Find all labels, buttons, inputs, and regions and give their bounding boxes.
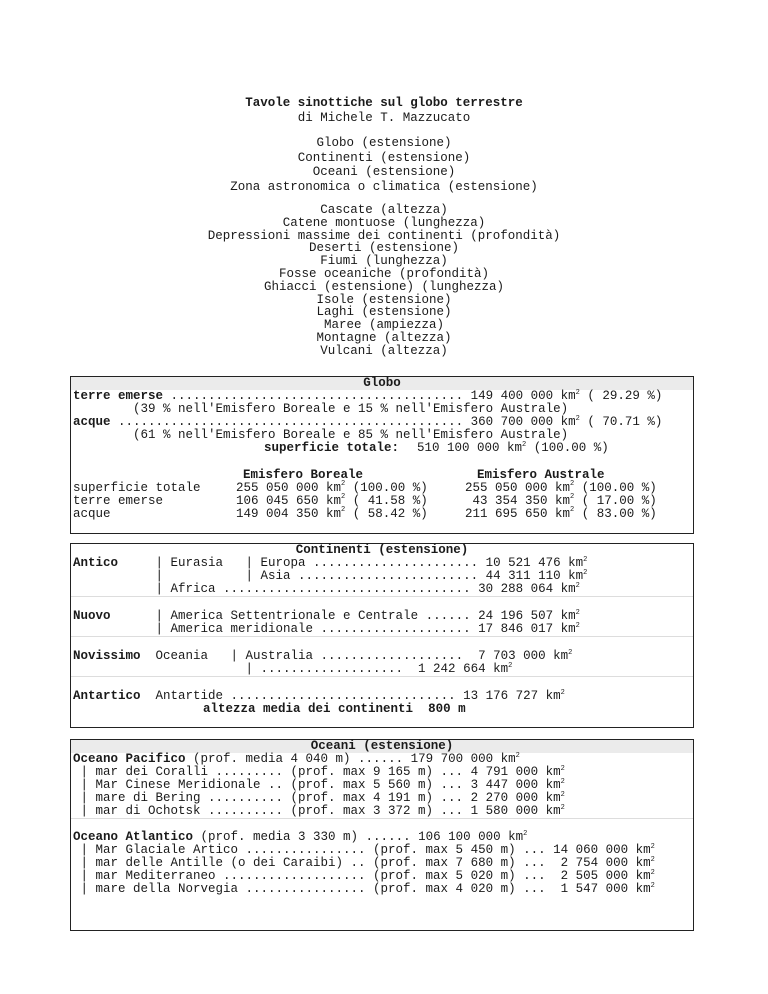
index-group-1 bbox=[0, 136, 768, 194]
index-item: Cascate (altezza) bbox=[320, 203, 448, 217]
continent-row: | ................... 1 242 664 $km^2$ bbox=[73, 662, 513, 676]
document-author: di Michele T. Mazzucato bbox=[297, 110, 471, 125]
globo-water-note: (61 % nell'Emisfero Boreale e 85 % nell'Emisfero Australe) bbox=[73, 428, 569, 442]
sea-row: | mar delle Antille (o dei Caraibi) .. (prof. max 7 680 m) ... 2 754 000 $km^2$ bbox=[73, 856, 655, 870]
hemisphere-row: terre emerse 106 045 650 $km^2$ ( 41.58 %) 43 354 350 $km^2$ ( 17.00 %) bbox=[73, 493, 657, 508]
continent-row: | America meridionale .................... 17 846 017 $km^2$ bbox=[73, 622, 580, 636]
continent-average: altezza media dei continenti 800 m bbox=[203, 702, 466, 716]
globo-land-note: (39 % nell'Emisfero Boreale e 15 % nell'Emisfero Australe) bbox=[73, 402, 569, 416]
globo-table bbox=[70, 376, 694, 534]
continenti-table bbox=[70, 543, 694, 728]
index-item: Continenti (estensione) bbox=[297, 150, 471, 165]
continent-row: Novissimo Oceania | Australia ................... 7 703 000 $km^2$ bbox=[73, 649, 573, 663]
index-item: Catene montuose (lunghezza) bbox=[282, 215, 486, 230]
index-item: Ghiacci (estensione) (lunghezza) bbox=[263, 279, 505, 294]
continent-row: Antico | Eurasia | Europa ...................... 10 521 476 $km^2$ bbox=[73, 556, 588, 570]
ocean-row: Oceano Pacifico (prof. media 4 040 m) ...... 179 700 000 $km^2$ bbox=[73, 752, 520, 766]
oceani-table bbox=[70, 739, 694, 931]
sea-row: | mar Mediterraneo ................... (prof. max 5 020 m) ... 2 505 000 $km^2$ bbox=[73, 869, 655, 883]
ocean-row: Oceano Atlantico (prof. media 3 330 m) ...... 106 100 000 $km^2$ bbox=[73, 830, 528, 844]
index-item: Laghi (estensione) bbox=[316, 305, 452, 320]
index-item: Zona astronomica o climatica (estensione) bbox=[230, 179, 538, 194]
continent-row: Antartico Antartide .............................. 13 176 727 $km^2$ bbox=[73, 689, 565, 703]
globo-total-row: superficie totale: 510 100 000 $km^2$ (100.00 %) bbox=[263, 441, 609, 455]
continent-row: Nuovo | America Settentrionale e Centrale ...... 24 196 507 $km^2$ bbox=[73, 609, 580, 623]
index-item: Fosse oceaniche (profondità) bbox=[278, 266, 490, 281]
globo-title: Globo bbox=[71, 377, 693, 390]
continenti-title: Continenti (estensione) bbox=[71, 544, 693, 557]
globo-land-row: terre emerse ....................................... 149 400 000 $km^2$ ( 29.29 %) bbox=[73, 389, 663, 403]
oceani-title: Oceani (estensione) bbox=[71, 740, 693, 753]
hemisphere-header bbox=[71, 468, 693, 481]
sea-row: | Mar Glaciale Artico ................ (prof. max 5 450 m) ... 14 060 000 $km^2$ bbox=[73, 843, 655, 857]
continent-row: | | Asia ........................ 44 311 110 $km^2$ bbox=[73, 569, 588, 583]
sea-row: | mare di Bering .......... (prof. max 4 191 m) ... 2 270 000 $km^2$ bbox=[73, 791, 565, 805]
index-group-2 bbox=[0, 204, 768, 358]
index-item: Oceani (estensione) bbox=[312, 165, 456, 179]
sea-row: | Mar Cinese Meridionale .. (prof. max 5 560 m) ... 3 447 000 $km^2$ bbox=[73, 778, 565, 792]
globo-water-row: acque .............................................. 360 700 000 $km^2$ ( 70.71 %) bbox=[73, 415, 663, 429]
hemisphere-row: acque 149 004 350 $km^2$ ( 58.42 %) 211 695 650 $km^2$ ( 83.00 %) bbox=[73, 506, 657, 521]
index-item: Montagne (altezza) bbox=[316, 330, 452, 345]
title-block bbox=[0, 96, 768, 125]
index-item: Depressioni massime dei continenti (profondità) bbox=[207, 228, 561, 243]
index-item: Globo (estensione) bbox=[316, 136, 452, 150]
sea-row: | mar dei Coralli ......... (prof. max 9 165 m) ... 4 791 000 $km^2$ bbox=[73, 765, 565, 779]
austral-title: Emisfero Australe bbox=[477, 468, 605, 482]
sea-row: | mar di Ochotsk .......... (prof. max 3 372 m) ... 1 580 000 $km^2$ bbox=[73, 804, 565, 818]
boreal-title: Emisfero Boreale bbox=[243, 468, 364, 482]
index-item: Deserti (estensione) bbox=[308, 241, 460, 256]
document-title: Tavole sinottiche sul globo terrestre bbox=[245, 96, 523, 110]
continent-row: | Africa ................................. 30 288 064 $km^2$ bbox=[73, 582, 580, 596]
index-item: Isole (estensione) bbox=[316, 292, 452, 307]
index-item: Maree (ampiezza) bbox=[323, 318, 445, 333]
index-item: Fiumi (lunghezza) bbox=[320, 254, 448, 269]
index-item: Vulcani (altezza) bbox=[320, 343, 448, 358]
hemisphere-row: superficie totale 255 050 000 $km^2$ (100.00 %) 255 050 000 $km^2$ (100.00 %) bbox=[73, 480, 657, 495]
sea-row: | mare della Norvegia ................ (prof. max 4 020 m) ... 1 547 000 $km^2$ bbox=[73, 882, 655, 896]
